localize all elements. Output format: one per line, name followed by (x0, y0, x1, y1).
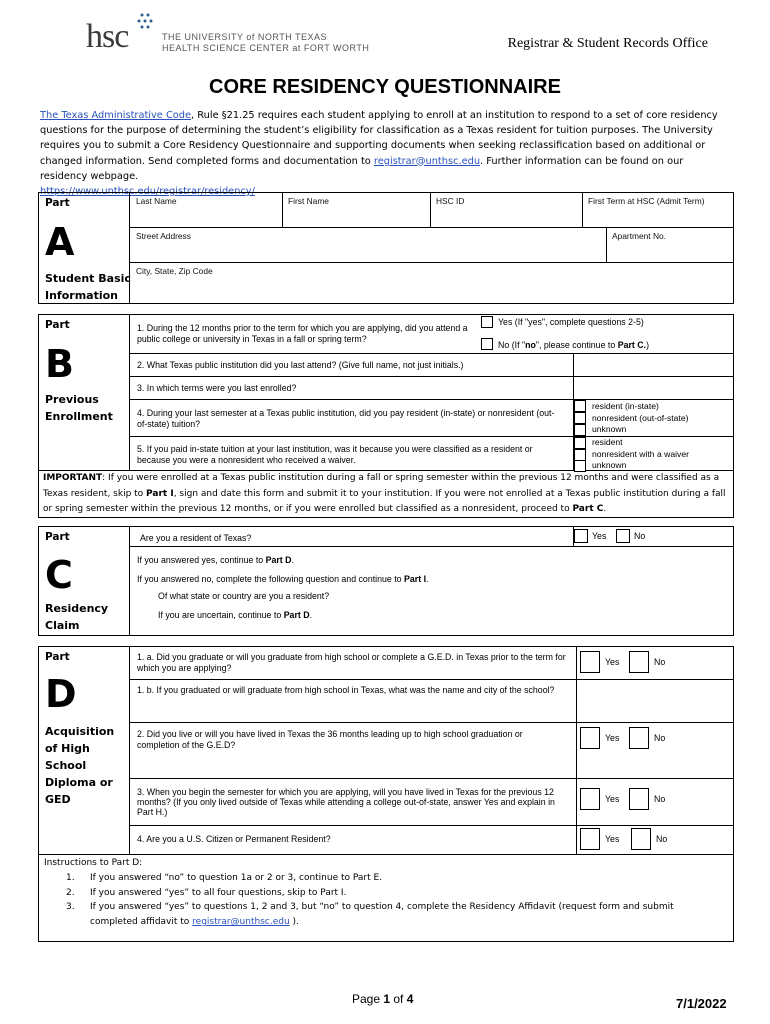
university-name: THE UNIVERSITY of NORTH TEXAS HEALTH SCIENCE CENTER at FORT WORTH (162, 32, 370, 53)
q5-option-1: resident (592, 437, 623, 447)
d-q2-yes-label: Yes (605, 733, 620, 743)
first-term-field[interactable]: First Term at HSC (Admit Term) (588, 196, 705, 206)
q1-yes-label: Yes (If "yes", complete questions 2-5) (498, 317, 644, 327)
part-d-letter: D (45, 672, 77, 716)
part-d-q4: 4. Are you a U.S. Citizen or Permanent Resident? (137, 834, 331, 844)
part-c-question: Are you a resident of Texas? (140, 533, 252, 543)
registrar-email-link[interactable]: registrar@unthsc.edu (373, 155, 481, 167)
d-q3-yes-checkbox[interactable] (580, 788, 600, 810)
d-q3-no-label: No (654, 794, 666, 804)
q1-yes-checkbox[interactable] (481, 316, 493, 328)
d-q3-no-checkbox[interactable] (629, 788, 649, 810)
office-name: Registrar & Student Records Office (507, 36, 708, 51)
tac-link[interactable]: The Texas Administrative Code (40, 110, 192, 121)
part-b-q4: 4. During your last semester at a Texas public institution, did you pay resident (in-state) or nonresident (out-of-state) tuition? (137, 408, 555, 429)
part-d-name: Acquisition of High School Diploma or GED (45, 725, 115, 806)
part-b-name: Previous Enrollment (45, 393, 113, 423)
resident-yes-label: Yes (592, 531, 607, 541)
part-c-letter: C (45, 553, 73, 597)
q5-option-2: nonresident with a waiver (592, 449, 689, 459)
resident-no-checkbox[interactable] (616, 529, 630, 543)
part-d-instructions: Instructions to Part D: 1. If you answered “no” to question 1a or 2 or 3, continue to Part E. 2. If you answered “yes” to all four questions, skip to Part I. 3. If you answered “yes” to questions 1, 2 and 3, but “no” to question 4, complete the Residency Affidavit (request form and submit completed affidavit to registrar@unthsc.edu ). (44, 856, 724, 930)
page-title: CORE RESIDENCY QUESTIONNAIRE (209, 76, 561, 98)
resident-yes-checkbox[interactable] (574, 529, 588, 543)
part-c-name: Residency Claim (45, 602, 109, 632)
page-number: Page 1 of 4 (352, 992, 414, 1006)
q5-resident-checkbox[interactable] (574, 437, 586, 449)
part-c-line-4: If you are uncertain, continue to Part D. (158, 610, 313, 620)
d-q3-yes-label: Yes (605, 794, 620, 804)
part-b-q5: 5. If you paid in-state tuition at your last institution, was it because you were classified as a resident or because you were a nonresident who received a waiver. (137, 444, 533, 465)
part-d-label: Part (45, 651, 70, 663)
instruction-2: 2. If you answered “yes” to all four questions, skip to Part I. (66, 887, 347, 898)
apartment-field[interactable]: Apartment No. (612, 231, 666, 241)
part-d-q2: 2. Did you live or will you have lived in Texas the 36 months leading up to high school graduation or completion of the G.E.D? (137, 729, 523, 750)
d-q4-no-checkbox[interactable] (631, 828, 651, 850)
part-d-q1a: 1. a. Did you graduate or will you graduate from high school or complete a G.E.D. in Texas prior to the term for which you are applying? (137, 652, 566, 673)
q1-no-label: No (If "no", please continue to Part C.) (498, 340, 649, 350)
part-c-line-2: If you answered no, complete the following question and continue to Part I. (137, 574, 429, 584)
part-d-q1b: 1. b. If you graduated or will graduate from high school in Texas, what was the name and city of the school? (137, 685, 555, 695)
q4-option-2: nonresident (out-of-state) (592, 413, 689, 423)
part-c-line-3: Of what state or country are you a resident? (158, 591, 330, 601)
d-q4-yes-checkbox[interactable] (580, 828, 600, 850)
d-q4-no-label: No (656, 834, 668, 844)
instruction-1: 1. If you answered “no” to question 1a or 2 or 3, continue to Part E. (66, 872, 383, 883)
part-b-q1: 1. During the 12 months prior to the term for which you are applying, did you attend a public college or university in Texas in a fall or spring term? (137, 323, 468, 344)
hsc-logo: hsc (86, 18, 129, 55)
city-state-zip-field[interactable]: City, State, Zip Code (136, 266, 213, 276)
revision-date: 7/1/2022 (676, 996, 727, 1011)
q5-option-3: unknown (592, 460, 627, 470)
q4-resident-checkbox[interactable] (574, 400, 586, 412)
part-b-letter: B (45, 342, 74, 386)
d-q1a-no-checkbox[interactable] (629, 651, 649, 673)
d-q2-no-checkbox[interactable] (629, 727, 649, 749)
part-d-q3: 3. When you begin the semester for which you are applying, will you have lived in Texas for the previous 12 months? (If you only lived outside of Texas while attending a college out-of-state, answer Yes and explain in Part H.) (137, 787, 555, 817)
instruction-3: 3. If you answered “yes” to questions 1, 2 and 3, but “no” to question 4, complete the Residency Affidavit (request form and submit (66, 902, 674, 913)
d-q2-yes-checkbox[interactable] (580, 727, 600, 749)
part-a-name: Student Basic Information (45, 272, 131, 302)
instructions-title: Instructions to Part D: (44, 858, 143, 868)
part-b-q3: 3. In which terms were you last enrolled? (137, 383, 297, 393)
last-name-field[interactable]: Last Name (136, 196, 177, 206)
q1-no-checkbox[interactable] (481, 338, 493, 350)
street-address-field[interactable]: Street Address (136, 231, 191, 241)
important-note: IMPORTANT: If you were enrolled at a Texas public institution during a fall or spring semester within the previous 12 months and were classified as a Texas resident, skip to Part I, sign and date this form and submit it to your institution. If you were not enrolled at a Texas public institution during a fall or spring semester within the previous 12 months, or if you were enrolled but classified as a nonresident, proceed to Part C. (43, 473, 726, 514)
part-a-label: Part (45, 197, 70, 209)
instr-email-link[interactable]: registrar@unthsc.edu (192, 917, 290, 928)
d-q2-no-label: No (654, 733, 666, 743)
d-q1a-yes-label: Yes (605, 657, 620, 667)
q4-nonresident-checkbox[interactable] (574, 412, 586, 424)
part-c-label: Part (45, 531, 70, 543)
d-q1a-no-label: No (654, 657, 666, 667)
d-q4-yes-label: Yes (605, 834, 620, 844)
residency-webpage-link[interactable]: https://www.unthsc.edu/registrar/residency/ (40, 186, 255, 198)
part-c-line-1: If you answered yes, continue to Part D. (137, 555, 294, 565)
part-b-label: Part (45, 319, 70, 331)
q4-option-3: unknown (592, 424, 627, 434)
part-b-q2: 2. What Texas public institution did you last attend? (Give full name, not just initials.) (137, 360, 464, 370)
resident-no-label: No (634, 531, 646, 541)
first-name-field[interactable]: First Name (288, 196, 329, 206)
logo-stars-icon (136, 12, 158, 34)
part-a-letter: A (45, 220, 75, 264)
d-q1a-yes-checkbox[interactable] (580, 651, 600, 673)
q4-unknown-checkbox[interactable] (574, 424, 586, 436)
q4-option-1: resident (in-state) (592, 401, 659, 411)
hsc-id-field[interactable]: HSC ID (436, 196, 465, 206)
intro-paragraph: The Texas Administrative Code, Rule §21.25 requires each student applying to enroll at an institution to respond to a set of core residency questions for the purpose of determining the student’s eligibility for classification as a Texas resident for tuition purposes. The University requires you to submit a Core Residency Questionnaire and supporting documents when seeking reclassification based on additional or changed information. Send completed forms and documentation to registrar@unthsc.edu. Further information can be found on our residency webpage. https://www.unthsc.edu/registrar/residency/ (40, 110, 718, 198)
